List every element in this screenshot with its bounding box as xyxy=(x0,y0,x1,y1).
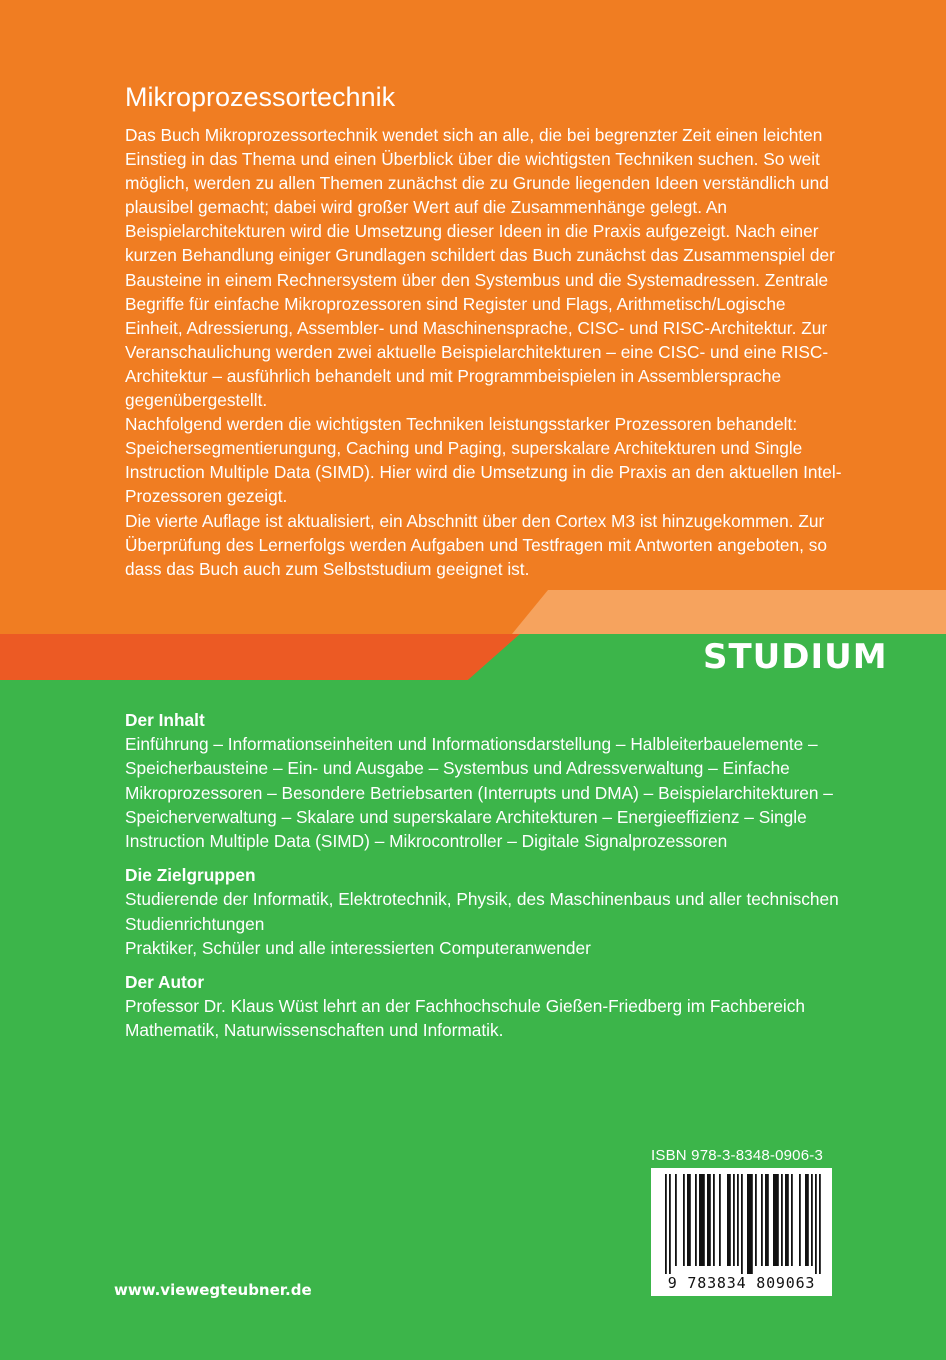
barcode-bar xyxy=(805,1174,809,1266)
section-line: Studierende der Informatik, Elektrotechnik, Physik, des Maschinenbaus und aller technischen Studienrichtungen xyxy=(125,889,839,934)
section-heading: Die Zielgruppen xyxy=(125,865,256,886)
barcode-digits: 9 783834 809063 xyxy=(667,1274,816,1292)
section-zielgruppen xyxy=(125,863,845,960)
barcode-bar xyxy=(669,1174,671,1274)
barcode-bar xyxy=(819,1174,821,1274)
barcode-bar xyxy=(791,1174,793,1266)
barcode-bar xyxy=(781,1174,783,1266)
barcode-bar xyxy=(765,1174,769,1266)
barcode-bar xyxy=(707,1174,711,1266)
barcode-bar xyxy=(799,1174,801,1266)
barcode-bar xyxy=(719,1174,721,1266)
barcode-bar xyxy=(811,1174,813,1266)
description-paragraph: Die vierte Auflage ist aktualisiert, ein Abschnitt über den Cortex M3 ist hinzugekommen. Zur Überprüfung des Lernerfolgs werden Aufgaben und Testfragen mit Antworten angeboten, so dass das Buch auch zum Selbststudium geeignet ist. xyxy=(125,510,827,579)
info-sections xyxy=(125,708,845,1053)
barcode-bar xyxy=(741,1174,743,1274)
description-paragraph: Nachfolgend werden die wichtigsten Techniken leistungsstarker Prozessoren behandelt: Speichersegmentierungung, Caching und Paging, superskalare Architekturen und Single Instruction Multiple Data (SIMD). Hier wird die Umsetzung in die Praxis an den aktuellen Intel-Prozessoren gezeigt. xyxy=(125,414,842,507)
barcode-bar xyxy=(815,1174,817,1274)
barcode-bar xyxy=(755,1174,757,1266)
barcode-bar xyxy=(713,1174,715,1266)
barcode-bar xyxy=(773,1174,779,1266)
barcode-bar xyxy=(737,1174,739,1266)
barcode-bar xyxy=(665,1174,667,1274)
section-body: Einführung – Informationseinheiten und Informationsdarstellung – Halbleiterbauelemente – Speicherbausteine – Ein- und Ausgabe – Systembus und Adressverwaltung – Einfache Mikroprozessoren – Besondere Betriebsarten (Interrupts und DMA) – Beispielarchitekturen – Speicherverwaltung – Skalare und superskalare Architekturen – Energieeffizienz – Single Instruction Multiple Data (SIMD) – Mikrocontroller – Digitale Signalprozessoren xyxy=(125,734,833,852)
barcode-bar xyxy=(699,1174,705,1266)
description-paragraph: Das Buch Mikroprozessortechnik wendet sich an alle, die bei begrenzter Zeit einen leichten Einstieg in das Thema und einen Überblick über die wichtigsten Techniken suchen. So weit möglich, werden zu allen Themen zunächst die zu Grunde liegenden Ideen verständlich und plausibel gemacht; dabei wird großer Wert auf die Zusammenhänge gelegt. An Beispielarchitekturen wird die Umsetzung dieser Ideen in die Praxis aufgezeigt. Nach einer kurzen Behandlung einiger Grundlagen schildert das Buch zunächst das Zusammenspiel der Bausteine in einem Rechnersystem über den Systembus und die Systemadressen. Zentrale Begriffe für einfache Mikroprozessoren sind Register und Flags, Arithmetisch/Logische Einheit, Adressierung, Assembler- und Maschinensprache, CISC- und RISC-Architektur. Zur Veranschaulichung werden zwei aktuelle Beispielarchitekturen – eine CISC- und eine RISC-Architektur – ausführlich behandelt und mit Programmbeispielen in Assemblersprache gegenübergestellt. xyxy=(125,125,835,411)
barcode-bar xyxy=(727,1174,731,1266)
barcode-bar xyxy=(683,1174,685,1266)
series-label: STUDIUM xyxy=(703,637,888,677)
section-autor xyxy=(125,970,845,1043)
section-heading: Der Inhalt xyxy=(125,710,205,730)
barcode-bar xyxy=(675,1174,677,1266)
barcode-bar xyxy=(747,1174,753,1274)
section-heading: Der Autor xyxy=(125,972,205,993)
publisher-url: www.viewegteubner.de xyxy=(114,1281,312,1299)
section-inhalt xyxy=(125,708,845,853)
barcode-bar xyxy=(733,1174,735,1266)
barcode-bar xyxy=(695,1174,697,1266)
isbn-text: ISBN 978-3-8348-0906-3 xyxy=(651,1147,824,1164)
book-title: Mikroprozessortechnik xyxy=(125,82,396,112)
barcode-bars xyxy=(665,1174,821,1274)
barcode xyxy=(651,1168,832,1296)
book-description xyxy=(125,123,845,581)
section-line: Praktiker, Schüler und alle interessierten Computeranwender xyxy=(125,937,591,958)
barcode-bar xyxy=(761,1174,763,1266)
barcode-bar xyxy=(687,1174,691,1266)
section-body: Professor Dr. Klaus Wüst lehrt an der Fachhochschule Gießen-Friedberg im Fachbereich Mathematik, Naturwissenschaften und Informatik. xyxy=(125,996,806,1041)
barcode-bar xyxy=(785,1174,789,1266)
